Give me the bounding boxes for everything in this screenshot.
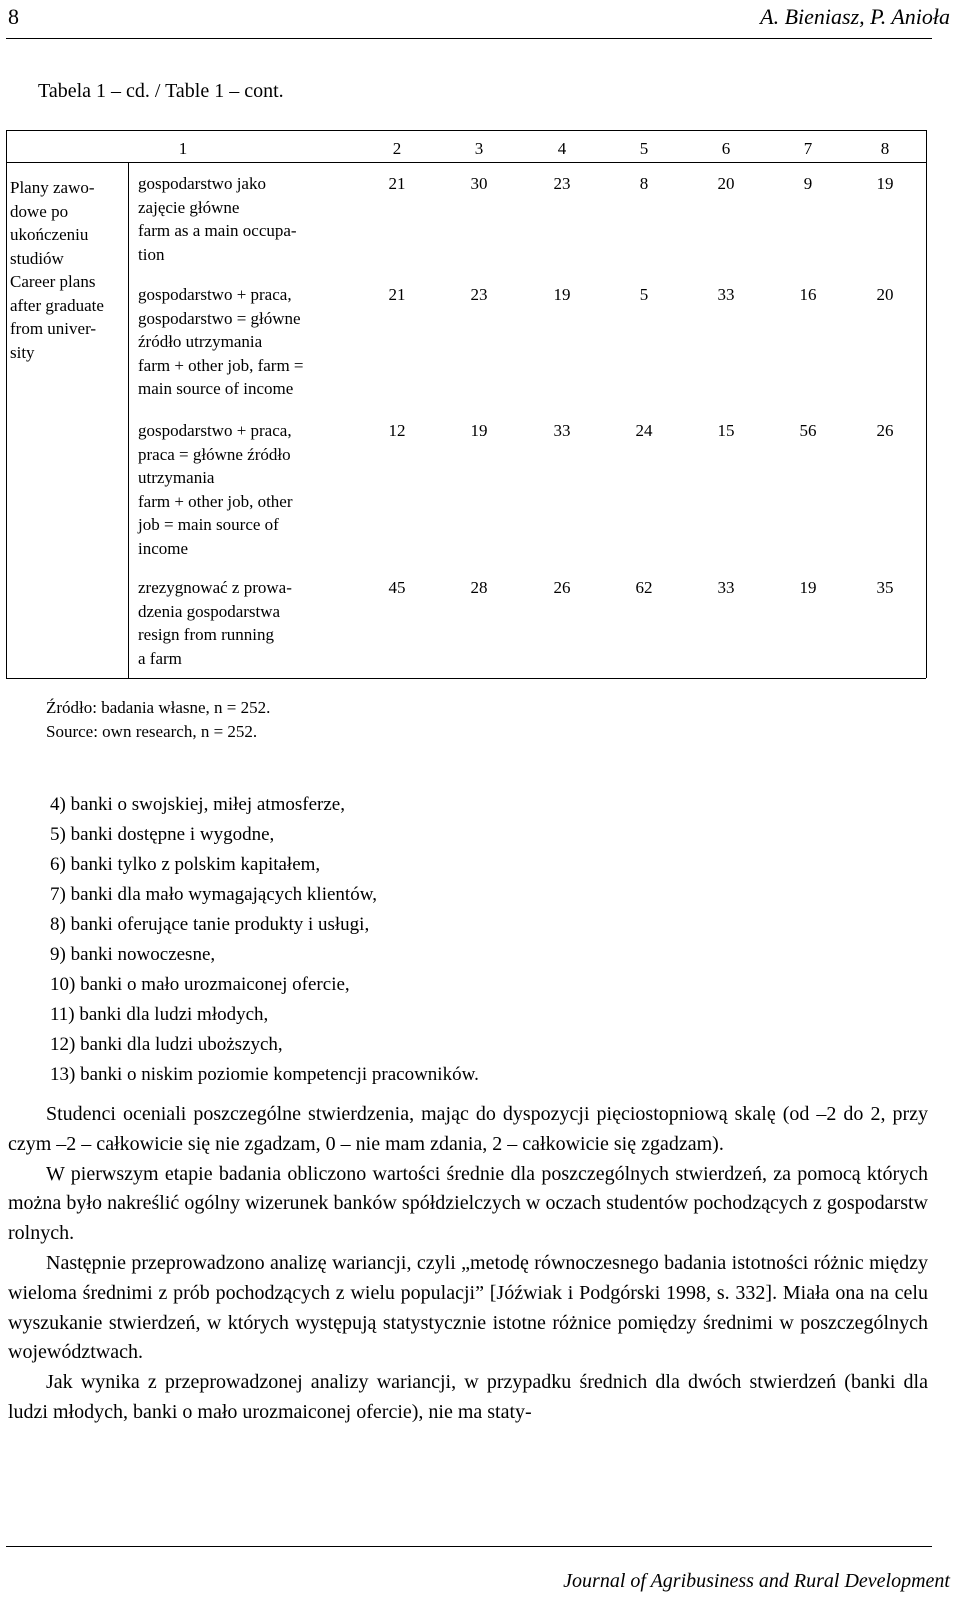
row-label-line: farm as a main occupa- [138, 221, 297, 240]
table-cell: 28 [470, 578, 488, 597]
table-cell: 33 [553, 421, 571, 440]
row-label-line: a farm [138, 648, 182, 668]
running-head: A. Bieniasz, P. Anioła [760, 4, 950, 29]
category-label-line: ukończeniu [10, 225, 89, 244]
paragraph: Następnie przeprowadzono analizę wariancji, czyli „metodę równoczesnego badania istotności różnic między wieloma średnimi z prób pochodzących z wielu populacji” [Jóźwiak i Podgórski 1998, s. 332]. Miała ona na celu wyszukanie stwierdzeń, w których występują statystycznie istotne różnice pomiędzy średnimi w poszczególnych województwach. [8, 1251, 928, 1364]
column-number: 8 [880, 139, 890, 158]
table-cell: 16 [799, 285, 817, 304]
list-item: 10) banki o mało urozmaiconej ofercie, [50, 974, 350, 995]
table-header-separator [6, 162, 926, 163]
table-source-note [46, 696, 270, 743]
row-label-line: zajęcie główne [138, 197, 240, 217]
row-label-line: farm + other job, other [138, 491, 293, 511]
row-label-line: job = main source of [138, 515, 279, 534]
row-label-line: gospodarstwo jako [138, 174, 266, 193]
table-cell: 9 [803, 174, 813, 193]
body-text [8, 1100, 928, 1428]
row-label [138, 283, 368, 401]
category-label-line: dowe po [10, 201, 69, 221]
table-cell: 23 [553, 174, 571, 193]
paragraph: W pierwszym etapie badania obliczono wartości średnie dla poszczególnych stwierdzeń, za pomocą których można było nakreślić ogólny wizerunek banków spółdzielczych w oczach studentów pochodzących z gospodarstw rolnych. [8, 1162, 928, 1245]
column-number: 6 [721, 139, 731, 158]
table-cell: 35 [876, 578, 894, 597]
header-rule [6, 38, 932, 39]
column-number: 2 [392, 139, 402, 158]
row-label-line: farm + other job, farm = [138, 355, 304, 375]
row-label-line: gospodarstwo = główne [138, 308, 301, 328]
table-cell: 45 [388, 578, 406, 597]
row-label-line: income [138, 538, 189, 558]
footer-rule [6, 1546, 932, 1547]
table-cell: 23 [470, 285, 488, 304]
table-cell: 19 [470, 421, 488, 440]
row-label-line: praca = główne źródło [138, 444, 291, 464]
row-label-line: zrezygnować z prowa- [138, 578, 292, 597]
table-right-border [926, 130, 927, 678]
category-label-line: sity [10, 342, 35, 362]
row-label-line: utrzymania [138, 468, 215, 487]
list-item: 4) banki o swojskiej, miłej atmosferze, [50, 794, 345, 815]
table-cell: 30 [470, 174, 488, 193]
table-cell: 20 [876, 285, 894, 304]
column-number: 3 [474, 139, 484, 158]
row-label-line: gospodarstwo + praca, [138, 285, 292, 304]
bank-list [50, 790, 479, 1090]
table-left-border [6, 130, 7, 678]
table-bottom-border [6, 678, 926, 679]
column-number: 5 [639, 139, 649, 158]
table-cell: 20 [717, 174, 735, 193]
table-cell: 56 [799, 421, 817, 440]
column-number: 7 [803, 139, 813, 158]
row-label-line: main source of income [138, 379, 294, 398]
table-cell: 33 [717, 285, 735, 304]
table-cell: 24 [635, 421, 653, 440]
list-item: 7) banki dla mało wymagających klientów, [50, 884, 377, 905]
table-cell: 5 [639, 285, 649, 304]
table-cell: 33 [717, 578, 735, 597]
category-label [10, 176, 130, 364]
source-line: Source: own research, n = 252. [46, 721, 258, 741]
row-label [138, 172, 368, 266]
table-cell: 15 [717, 421, 735, 440]
row-label-line: dzenia gospodarstwa [138, 601, 281, 621]
list-item: 8) banki oferujące tanie produkty i usługi, [50, 914, 370, 935]
paragraph: Studenci oceniali poszczególne stwierdzenia, mając do dyspozycji pięciostopniową skalę (od –2 do 2, przy czym –2 – całkowicie się nie zgadzam, 0 – nie mam zdania, 2 – całkowicie się zgadzam). [8, 1103, 928, 1155]
row-label-line: resign from running [138, 625, 274, 644]
category-label-line: from univer- [10, 319, 97, 338]
table-cell: 8 [639, 174, 649, 193]
category-label-line: Career plans [10, 272, 96, 291]
table-cell: 26 [876, 421, 894, 440]
category-label-line: Plany zawo- [10, 178, 95, 197]
list-item: 6) banki tylko z polskim kapitałem, [50, 854, 321, 875]
list-item: 5) banki dostępne i wygodne, [50, 824, 275, 845]
source-line: Źródło: badania własne, n = 252. [46, 698, 271, 717]
paragraph: Jak wynika z przeprowadzonej analizy wariancji, w przypadku średnich dla dwóch stwierdzeń (banki dla ludzi młodych, banki o mało urozmaiconej ofercie), nie ma staty- [8, 1371, 928, 1423]
row-label [138, 576, 368, 670]
category-label-line: studiów [10, 248, 64, 268]
table-cell: 12 [388, 421, 406, 440]
list-item: 9) banki nowoczesne, [50, 944, 216, 965]
page-number: 8 [8, 4, 19, 29]
row-label [138, 419, 368, 560]
table-cell: 19 [553, 285, 571, 304]
table-cell: 21 [388, 174, 406, 193]
table-caption: Tabela 1 – cd. / Table 1 – cont. [38, 80, 284, 102]
category-label-line: after graduate [10, 295, 104, 315]
column-number: 4 [557, 139, 567, 158]
list-item: 11) banki dla ludzi młodych, [50, 1004, 269, 1025]
table-top-border [6, 130, 926, 131]
row-label-line: gospodarstwo + praca, [138, 421, 292, 440]
row-label-line: tion [138, 244, 165, 264]
table-cell: 21 [388, 285, 406, 304]
table-cell: 26 [553, 578, 571, 597]
journal-footer: Journal of Agribusiness and Rural Development [563, 1570, 950, 1592]
table-cell: 19 [799, 578, 817, 597]
column-number: 1 [178, 139, 188, 158]
list-item: 12) banki dla ludzi uboższych, [50, 1034, 283, 1055]
list-item: 13) banki o niskim poziomie kompetencji pracowników. [50, 1064, 479, 1085]
row-label-line: źródło utrzymania [138, 332, 263, 351]
table-cell: 62 [635, 578, 653, 597]
table-cell: 19 [876, 174, 894, 193]
